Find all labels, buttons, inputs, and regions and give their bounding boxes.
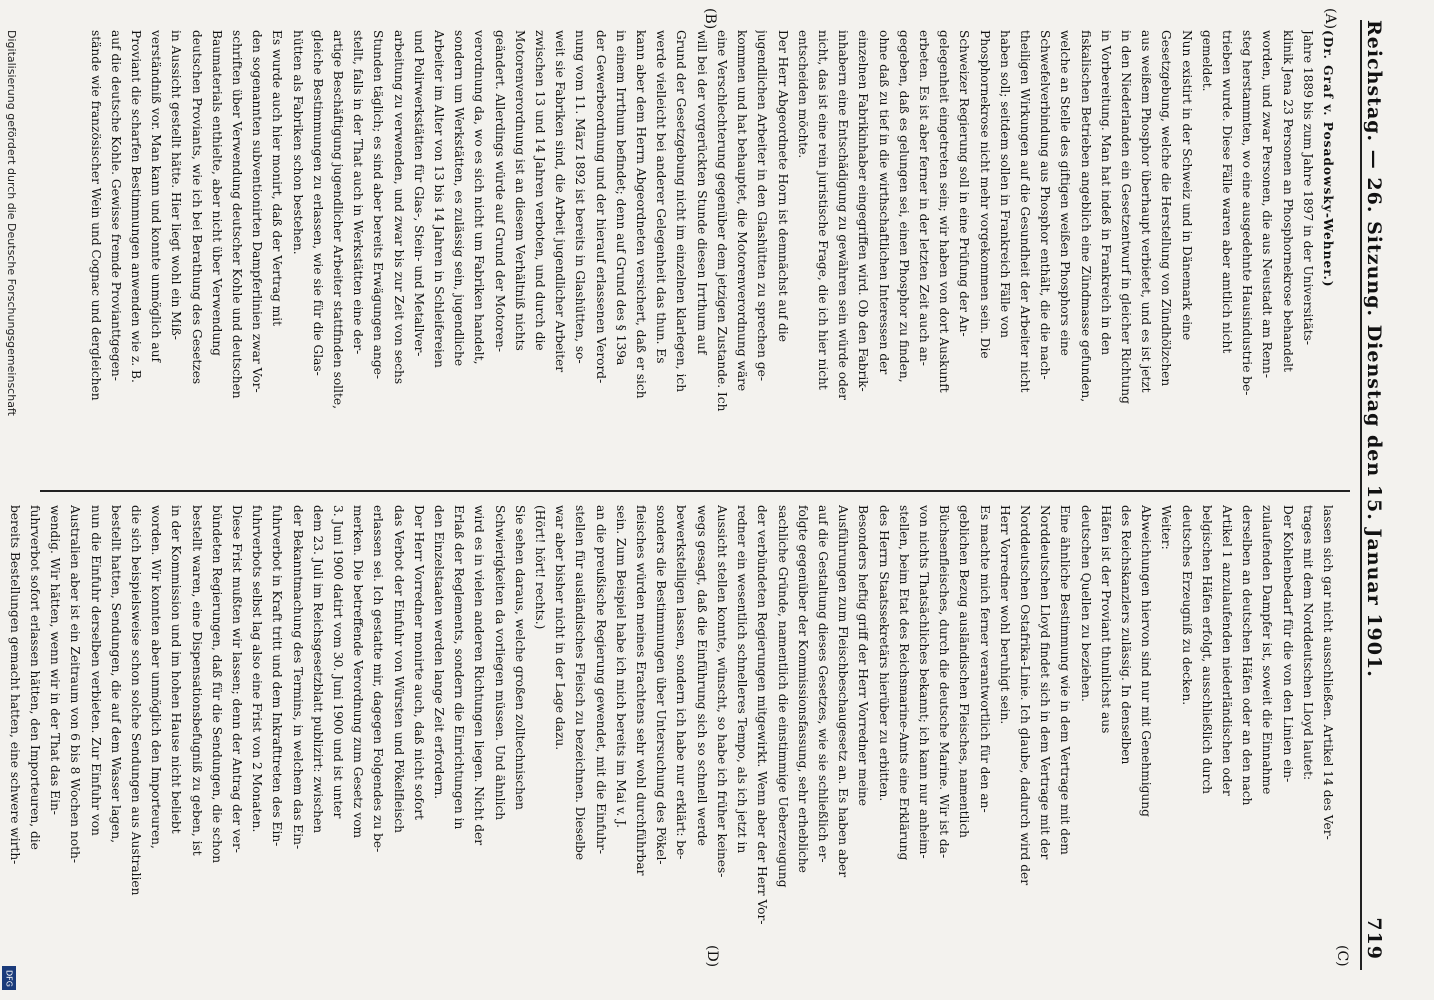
right-column-line: Der Herr Vorredner monirte auch, daß nicht sofort xyxy=(411,505,426,820)
left-column-line: will bei der vorgerückten Stunde diesen Irrthum auf xyxy=(694,30,709,355)
dfg-logo: DFG xyxy=(2,966,16,990)
left-column-line: in Aussicht gestellt hätte. Hier liegt wohl ein Miß- xyxy=(169,30,184,340)
right-column-lines xyxy=(0,505,1338,968)
right-column-line: Sie sehen daraus, welche großen zolltechnischen xyxy=(512,505,527,811)
left-column-line: schriften über Verwendung deutscher Kohle und deutschen xyxy=(230,30,245,399)
right-column-line: Ausführungen zum Fleischbeschaugesetz an. Es haben aber xyxy=(836,505,851,878)
left-column-line: Arbeiter im Alter von 13 bis 14 Jahren in Schleifereien xyxy=(432,30,447,368)
right-column-line: Häfen ist der Proviant thunlichst aus xyxy=(1098,505,1113,734)
left-column-line: entscheiden möchte. xyxy=(795,30,810,159)
right-column-line: redner ein wesentlich schnelleres Tempo, als ich jetzt in xyxy=(735,505,750,854)
right-column-line: wendig. Wir hätten, wenn wir in der That das Ein- xyxy=(48,505,63,815)
left-column-line: klinik Jena 23 Personen an Phosphornekrose behandelt xyxy=(1280,30,1295,372)
left-column-line: sondern um Werkstätten, es zulässig sein, jugendliche xyxy=(452,30,467,367)
left-column-line: verständniß vor. Man kann und konnte unmöglich auf xyxy=(149,30,164,363)
left-column-line: worden, und zwar Personen, die aus Neustadt am Renn- xyxy=(1260,30,1275,378)
right-column-line: Eine ähnliche Bestimmung wie in dem Vertrage mit dem xyxy=(1058,505,1073,855)
left-column-line: Nun existirt in der Schweiz und in Dänemark eine xyxy=(1179,30,1194,341)
right-column-line: Artikel 1 anzulaufenden niederländischen oder xyxy=(1219,505,1234,796)
right-column-line: erlassen sei. Ich gestatte mir, dagegen Folgendes zu be- xyxy=(371,505,386,853)
left-column-line: trieben wurde. Diese Fälle waren aber amtlich nicht xyxy=(1219,30,1234,354)
left-column-lines xyxy=(85,30,1317,490)
left-column-line: kommen und hat behauptet, die Motorenverordnung wäre xyxy=(735,30,750,392)
digitization-credit: Digitalisierung gefördert durch die Deutsche Forschungsgemeinschaft xyxy=(5,30,18,416)
left-column-line: jugendlichen Arbeiter in den Glashütten zu sprechen ge- xyxy=(755,30,770,381)
margin-mark-a: (A) xyxy=(1322,8,1338,30)
left-column-line: gelegenheit eingetreten sein; wir haben von dort Auskunft xyxy=(937,30,952,393)
left-column-line: hütten als Fabriken schon bestehen. xyxy=(290,30,305,255)
left-column-line: und Polirwerkstätten für Glas-, Stein- und Metallver- xyxy=(411,30,426,357)
right-column-line: des Reichskanzlers zulässig. In denselben xyxy=(1118,505,1133,765)
left-column-line: artige Beschäftigung jugendlicher Arbeiter stattfinden sollte, xyxy=(331,30,346,409)
left-column-line: eine Verschlechterung gegenüber dem jetzigen Zustande. Ich xyxy=(714,30,729,412)
left-column-line: Proviant die scharfen Bestimmungen anwenden wie z. B. xyxy=(129,30,144,383)
right-column-line: Schwierigkeiten da vorliegen müssen. Und ähnlich xyxy=(492,505,507,821)
right-column-line: Es machte mich ferner verantwortlich für den an- xyxy=(977,505,992,813)
right-column-line: sein. Zum Beispiel habe ich mich bereits im Mai v. J. xyxy=(613,505,628,828)
left-column-line: ohne daß zu tief in die wirthschaftlichen Interessen der xyxy=(876,30,891,375)
right-column-line: sachliche Gründe, namentlich die einstimmige Ueberzeugung xyxy=(775,505,790,888)
left-column-line: gleiche Bestimmungen zu erlassen, wie sie für die Glas- xyxy=(310,30,325,376)
right-column-line: dem 23. Juli im Reichsgesetzblatt publizirt: zwischen xyxy=(310,505,325,834)
left-column-line: aus weißem Phosphor überhaupt verbietet, und es ist jetzt xyxy=(1139,30,1154,393)
left-column-line: welche an Stelle des giftigen weißen Phosphors eine xyxy=(1058,30,1073,356)
left-column-line: haben soll; seitdem sollen in Frankreich Fälle von xyxy=(997,30,1012,338)
left-column-line: Schweizer Regierung soll in eine Prüfung der An- xyxy=(957,30,972,337)
right-column-line: der Bekanntmachung des Termins, in welchem das Ein- xyxy=(290,505,305,850)
left-column-line: in Vorbereitung. Man hat indeß in Frankreich in den xyxy=(1098,30,1113,356)
left-column-line: steg herstammten, wo eine ausgedehnte Hausindustrie be- xyxy=(1240,30,1255,396)
right-column-line: an die preußische Regierung gewendet, mit die Einfuhr- xyxy=(593,505,608,854)
left-column-line: kann aber dem Herrn Abgeordneten versichert, daß er sich xyxy=(634,30,649,399)
speaker-label: (Dr. Graf v. Posadowsky-Wehner.) xyxy=(1321,30,1335,288)
left-column-line: in den Niederlanden ein Gesetzentwurf in gleicher Richtung xyxy=(1118,30,1133,404)
right-column-line: Australien aber ist ein Zeitraum von 6 bis 8 Wochen noth- xyxy=(68,505,83,863)
margin-mark-b: (B) xyxy=(702,8,718,30)
left-column-line: Der Herr Abgeordnete Horn ist demnächst auf die xyxy=(775,30,790,342)
right-column-line xyxy=(0,505,5,965)
right-column-line: stellen für ausländisches Fleisch zu bezeichnen. Dieselbe xyxy=(573,505,588,861)
right-column-line: war aber bisher nicht in der Lage dazu. xyxy=(553,505,568,751)
left-column-line: stellt, falls in der That auch in Werkstätten eine der- xyxy=(351,30,366,355)
right-column-line: fuhrverbot sofort erlassen hätten, den Importeuren, die xyxy=(28,505,42,850)
page-number: 719 xyxy=(1363,917,1385,960)
right-column-line: derselben an deutschen Häfen oder an den nach xyxy=(1240,505,1255,806)
right-column-line: sonders die Bestimmungen über Untersuchung des Pökel- xyxy=(654,505,669,865)
right-column-line: bewerkstelligen lassen, sondern ich habe nur erklärt: be- xyxy=(674,505,689,860)
left-column-line: Grund der Gesetzgebung nicht im einzelnen klarlegen, ich xyxy=(674,30,689,393)
left-column-line: Es wurde auch hier monirt, daß der Vertrag mit xyxy=(270,30,285,326)
left-column-line: verordnung da, wo es sich nicht um Fabriken handelt, xyxy=(472,30,487,365)
right-column-line: Weiter: xyxy=(1159,505,1174,550)
right-column-line: der verbündeten Regierungen mitgewirkt. Wenn aber der Herr Vor- xyxy=(755,505,770,925)
right-column-line: trages mit dem Norddeutschen Lloyd lautet: xyxy=(1300,505,1315,781)
left-column-line: stände wie französischer Wein und Cognac und dergleichen xyxy=(88,30,103,401)
right-column-line: Norddeutschen Lloyd findet sich in dem Vertrage mit der xyxy=(1038,505,1053,860)
right-column-line: fuhrverbot in Kraft tritt und dem Inkrafttreten des Ein- xyxy=(270,505,285,847)
right-column-line: des Herrn Staatssekretärs hierüber zu erbitten. xyxy=(876,505,891,802)
left-column xyxy=(85,30,1338,490)
right-column-line: auf die Gestaltung dieses Gesetzes, wie sie schließlich er- xyxy=(815,505,830,863)
margin-mark-c: (C) xyxy=(1334,945,1350,967)
right-column-line: wird es in vielen anderen Richtungen liegen. Nicht der xyxy=(472,505,487,846)
right-column-line: wegs gesagt, daß die Einführung sich so schnell werde xyxy=(694,505,709,846)
left-column-line: gegeben, daß es gelungen sei, einen Phosphor zu finden, xyxy=(896,30,911,383)
left-column-line: Stunden täglich; es sind aber bereits Erwägungen ange- xyxy=(371,30,386,379)
left-column-line: weit sie Fabriken sind, die Arbeit jugendlicher Arbeiter xyxy=(553,30,568,373)
right-column-line: Der Kohlenbedarf für die von den Linien ein- xyxy=(1280,505,1295,783)
left-column-line: Phosphornekrose nicht mehr vorgekommen sein. Die xyxy=(977,30,992,359)
left-column-line: in einem Irrthum befindet; denn auf Grund des § 139a xyxy=(613,30,628,366)
header-rule xyxy=(1360,20,1362,970)
left-column-line: den sogenannten subventionirten Dampferlinien zwar Vor- xyxy=(250,30,265,393)
left-column-line: gemeldet. xyxy=(1199,30,1214,92)
right-column-line: (Hört! hört! rechts.) xyxy=(533,505,548,630)
right-column-line: Büchsenfleisches, durch die deutsche Marine. Wir ist da- xyxy=(937,505,952,859)
right-column xyxy=(0,505,1338,968)
right-column-line: geblichen Bezug ausländischen Fleisches, namentlich xyxy=(957,505,972,838)
right-column-line: lassen sich gar nicht ausschließen. Artikel 14 des Ver- xyxy=(1321,505,1335,840)
right-column-line: Aussicht stellen konnte, wünscht, so habe ich früher keines- xyxy=(714,505,729,878)
right-column-line: Abweichungen hiervon sind nur mit Genehmigung xyxy=(1139,505,1154,817)
right-column-line: den Einzelstaaten werden lange Zeit erfordern. xyxy=(432,505,447,800)
right-column-line: bestellt hatten, Sendungen, die auf dem Wasser lagen, xyxy=(108,505,123,843)
right-column-line: bestellt waren, eine Dispensationsbefugniß zu geben, ist xyxy=(189,505,204,856)
left-column-line: theiligen Wirkungen auf die Gesundheit der Arbeiter nicht xyxy=(1017,30,1032,393)
right-column-line: in der Kommission und im hohen Hause nicht beliebt xyxy=(169,505,184,834)
right-column-line: Norddeutschen Ostafrika-Linie. Ich glaube, dadurch wird der xyxy=(1017,505,1032,886)
left-column-line: arbeitung zu verwenden, und zwar bis zur Zeit von sechs xyxy=(391,30,406,385)
page-header xyxy=(1345,20,1385,960)
right-column-line: belgischen Häfen erfolgt, ausschließlich durch xyxy=(1199,505,1214,794)
right-column-line: nun die Einfuhr derselben verbieten. Zur Einfuhr von xyxy=(88,505,103,836)
right-column-line: stellen, beim Etat des Reichsmarine-Amts eine Erklärung xyxy=(896,505,911,861)
left-column-line: nung vom 11. März 1892 ist bereits in Glashütten, so- xyxy=(573,30,588,364)
right-column-line: worden. Wir konnten aber unmöglich den Importeuren, xyxy=(149,505,164,849)
right-column-line: bündeten Regierungen, daß für die Sendungen, die schon xyxy=(209,505,224,864)
page-title: Reichstag. — 26. Sitzung. Dienstag den 15. Januar 1901. xyxy=(1363,20,1385,678)
right-column-line: Diese Frist mußten wir lassen; denn der Antrag der ver- xyxy=(230,505,245,853)
left-column-line: nicht, das ist eine rein juristische Frage, die ich hier nicht xyxy=(815,30,830,390)
right-column-line: das Verbot der Einfuhr von Würsten und Pökelfleisch xyxy=(391,505,406,833)
left-column-line: Schwefelverbindung aus Phosphor enthält, die die nach- xyxy=(1038,30,1053,380)
right-column-line: Herr Vorredner wohl beruhigt sein. xyxy=(997,505,1012,725)
column-divider xyxy=(40,490,1350,492)
right-column-line: zulaufenden Dampfer ist, soweit die Einnahme xyxy=(1260,505,1275,795)
right-column-line: von nichts Thatsächliches bekannt; ich kann nur anheim- xyxy=(916,505,931,859)
left-column-line: inhabern eine Entschädigung zu gewähren sein würde oder xyxy=(836,30,851,400)
right-column-line: deutsches Erzeugniß zu decken. xyxy=(1179,505,1194,706)
left-column-line: Motorenverordnung ist an diesem Verhältniß nichts xyxy=(512,30,527,351)
right-column-line: Erlaß der Reglements, sondern die Einrichtungen in xyxy=(452,505,467,830)
right-column-line: merken. Die betreffende Verordnung zum Gesetz vom xyxy=(351,505,366,839)
right-column-line: Besonders heftig griff der Herr Vorredner meine xyxy=(856,505,871,806)
left-column-line: werde vielleicht bei anderer Gelegenheit das thun. Es xyxy=(654,30,669,364)
right-column-line: die sich beispielsweise schon solche Sendungen aus Australien xyxy=(129,505,144,896)
right-column-line: 3. Juni 1900 datirt vom 30. Juni 1900 und ist unter xyxy=(331,505,346,819)
left-column-line: zwischen 13 und 14 Jahren verboten, und durch die xyxy=(533,30,548,351)
right-column-line: folgte gegenüber der Kommissionsfassung, sehr erhebliche xyxy=(795,505,810,873)
left-column-line: erbeten. Es ist aber ferner in der letzten Zeit auch an- xyxy=(916,30,931,366)
left-column-line: Gesetzgebung, welche die Herstellung von Zündhölzchen xyxy=(1159,30,1174,387)
left-column-line: auf die deutsche Kohle. Gewisse fremde Provianttgegen- xyxy=(108,30,123,381)
left-column-line: Jahre 1889 bis zum Jahre 1897 in der Universitäts- xyxy=(1300,30,1315,346)
left-column-line: Baumaterials enthielte, aber nicht über Verwendung xyxy=(209,30,224,356)
right-column-line: bereits Bestellungen gemacht hatten, eine schwere wirth- xyxy=(7,505,22,865)
left-column-line: einzelnen Fabrikinhaber eingegriffen wird. Ob den Fabrik- xyxy=(856,30,871,392)
right-column-line: fuhrverbots selbst lag also eine Frist von 2 Monaten. xyxy=(250,505,265,833)
margin-mark-d: (D) xyxy=(704,945,720,968)
left-column-line: geändert. Allerdings würde auf Grund der Motoren- xyxy=(492,30,507,352)
left-column-line: fiskalischen Betrieben angeblich eine Zündmasse gefunden, xyxy=(1078,30,1093,403)
right-column-line: fleisches würden meines Erachtens sehr wohl durchführbar xyxy=(634,505,649,876)
left-column-line: deutschen Proviants, wie ich bei Berathung des Gesetzes xyxy=(189,30,204,385)
right-column-line: deutschen Quellen zu beziehen. xyxy=(1078,505,1093,702)
left-column-line: der Gewerbeordnung und der hierauf erlassenen Verord- xyxy=(593,30,608,384)
